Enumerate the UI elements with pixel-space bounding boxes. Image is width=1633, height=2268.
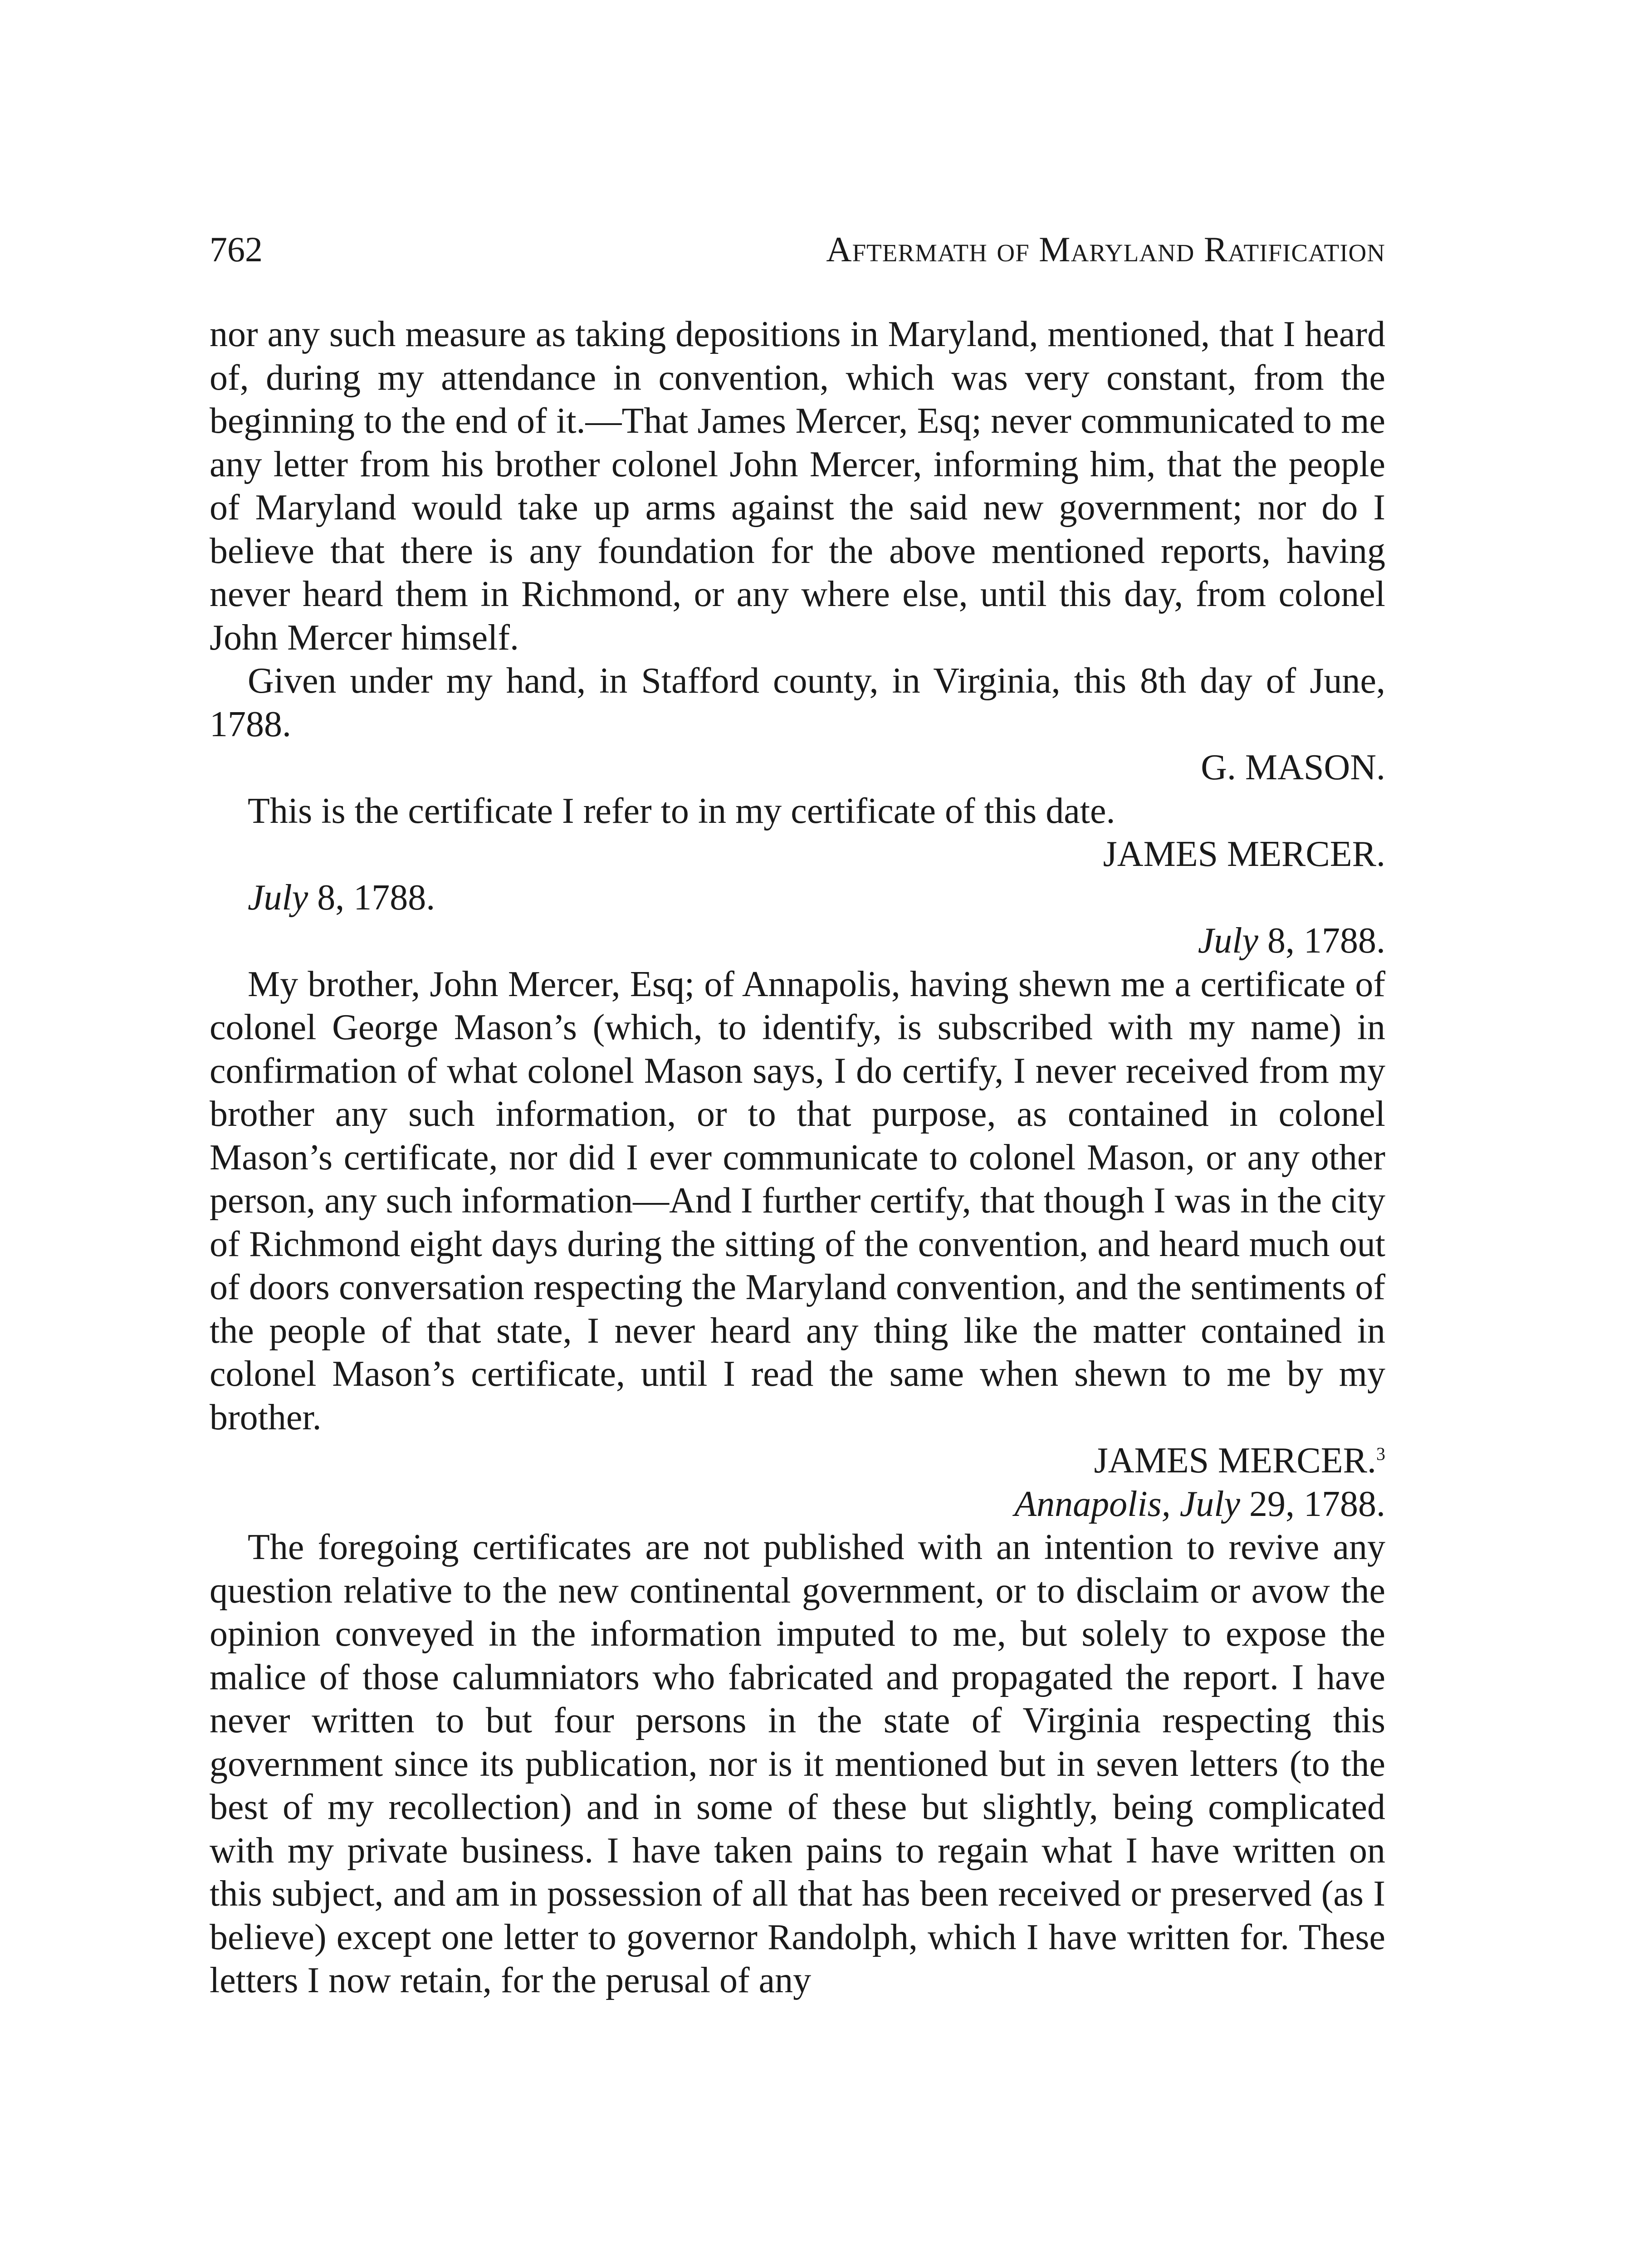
dateline-right <box>210 919 1385 963</box>
signature-mercer-second <box>210 1439 1385 1483</box>
paragraph-given-under-hand: Given under my hand, in Stafford county, in Virginia, this 8th day of June, 1788. <box>210 661 1385 744</box>
dateline-left-month: July <box>248 877 308 918</box>
dateline-annapolis <box>210 1483 1385 1526</box>
running-head: Aftermath of Maryland Ratification <box>826 230 1385 269</box>
dateline-right-day-year: 8, 1788. <box>1258 921 1385 961</box>
body-text <box>210 313 1385 2003</box>
paragraph-mercer-certificate: My brother, John Mercer, Esq; of Annapolis, having shewn me a certificate of colonel George Mason’s (which, to identify, is subscribed with my name) in confirmation of what colonel Mason says, I do certify, I never received from my brother any such information, or to that purpose, as contained in colonel Mason’s certificate, nor did I ever communicate to colonel Mason, or any other person, any such information—And I further certify, that though I was in the city of Richmond eight days during the sitting of the convention, and heard much out of doors conversation respecting the Maryland convention, and the sentiments of the people of that state, I never heard any thing like the matter contained in colonel Mason’s certificate, until I read the same when shewn to me by my brother. <box>210 964 1385 1437</box>
dateline-left <box>210 876 1385 920</box>
signature-mercer-first: JAMES MERCER. <box>1103 834 1385 874</box>
page-header <box>210 229 1385 270</box>
footnote-reference: 3 <box>1376 1443 1385 1464</box>
dateline-annapolis-place-month: Annapolis, July <box>1014 1484 1240 1524</box>
dateline-left-day-year: 8, 1788. <box>308 877 435 918</box>
dateline-right-month: July <box>1198 921 1258 961</box>
signature-mercer-second-name: JAMES MERCER. <box>1094 1441 1376 1481</box>
dateline-annapolis-day-year: 29, 1788. <box>1240 1484 1385 1524</box>
signature-mason: G. MASON. <box>1201 748 1385 787</box>
paragraph-foregoing-certificates: The foregoing certificates are not published with an intention to revive any question relative to the new continental government, or to disclaim or avow the opinion conveyed in the information imputed to me, but solely to expose the malice of those calumniators who fabricated and propagated the report. I have never written to but four persons in the state of Virginia respecting this government since its publication, nor is it mentioned but in seven letters (to the best of my recollection) and in some of these but slightly, being complicated with my private business. I have taken pains to regain what I have written on this subject, and am in possession of all that has been received or preserved (as I believe) except one letter to governor Randolph, which I have written for. These letters I now retain, for the perusal of any <box>210 1527 1385 2000</box>
page-number: 762 <box>210 230 263 269</box>
paragraph-certificate-reference: This is the certificate I refer to in my certificate of this date. <box>248 791 1115 831</box>
paragraph-continuation: nor any such measure as taking depositions in Maryland, mentioned, that I heard of, during my attendance in convention, which was very constant, from the beginning to the end of it.—That James Mercer, Esq; never communicated to me any letter from his brother colonel John Mercer, informing him, that the people of Maryland would take up arms against the said new government; nor do I believe that there is any foundation for the above mentioned reports, having never heard them in Richmond, or any where else, until this day, from colonel John Mercer himself. <box>210 314 1385 658</box>
